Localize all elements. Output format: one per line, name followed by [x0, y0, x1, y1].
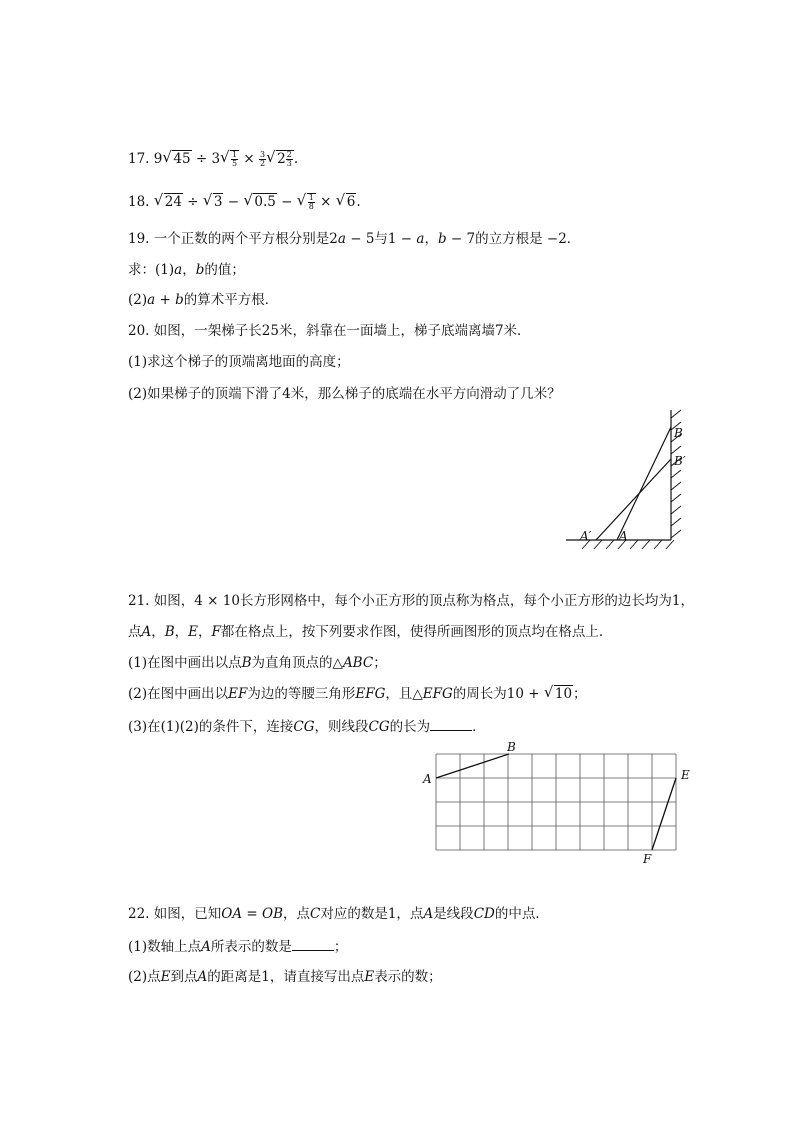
- ground-hatching: [582, 540, 674, 549]
- answer-blank[interactable]: [430, 717, 472, 731]
- question-21-line-1: 21. 如图，4 × 10长方形网格中，每个小正方形的顶点称为格点，每个小正方形的边长均为1，: [128, 593, 695, 609]
- sqrt-expression: √ 2 $\frac{2}{3}$: [267, 150, 294, 168]
- sqrt-expression: [221, 150, 239, 168]
- sqrt-expression: √ 3: [204, 193, 224, 211]
- label-b: B: [674, 426, 683, 440]
- fraction: √ $\frac{1}{8}$: [308, 193, 314, 211]
- question-20-line-1: 20. 如图，一架梯子长25米，斜靠在一面墙上，梯子底端离墙7米．: [128, 323, 531, 339]
- ladder-slid: [596, 459, 671, 540]
- label-b-prime: B′: [674, 454, 686, 468]
- label-b: B: [507, 740, 516, 754]
- question-number: 18.: [128, 194, 154, 210]
- question-18: 18. √ 24 ÷ √ 3 − √ 0.5 − √ $\frac{1}{8}$ × √ 6.: [128, 193, 361, 211]
- sqrt-expression: √ 24: [155, 193, 183, 211]
- question-number: 17.: [128, 151, 154, 167]
- sqrt-expression: √ 6: [337, 193, 357, 211]
- question-17: 17. 9√ 45 ÷ 3 √ $\frac{1}{5}$ × $\frac{3}{2}$ √ 2 $\frac{2}{3}$ .: [128, 150, 298, 168]
- question-19-line-2: 求：(1)a，b的值；: [128, 262, 245, 278]
- question-19-line-1: 19. 一个正数的两个平方根分别是2a − 5与1 − a，b − 7的立方根是 −2．: [128, 231, 581, 247]
- answer-blank[interactable]: [292, 937, 334, 951]
- question-22-line-3: (2)点E到点A的距离是1，请直接写出点E表示的数；: [128, 969, 442, 985]
- question-20-line-3: (2)如果梯子的顶端下滑了4米，那么梯子的底端在水平方向滑动了几米？: [128, 386, 561, 402]
- sqrt-expression: √ 0.5: [244, 193, 276, 211]
- label-a-prime: A′: [580, 529, 592, 543]
- segment-ab: [436, 754, 509, 778]
- segment-ef: [652, 778, 676, 850]
- label-f: F: [643, 852, 652, 866]
- wall-hatching: [671, 410, 681, 538]
- question-19-line-3: (2)a + b的算术平方根．: [128, 292, 279, 308]
- sqrt-expression: √ 45: [163, 150, 191, 168]
- label-a: A: [619, 529, 628, 543]
- question-21-line-5: (3)在(1)(2)的条件下，连接CG，则线段CG的长为 ．: [128, 719, 486, 735]
- fraction: $\frac{2}{3}$: [286, 150, 292, 168]
- question-20-line-2: (1)求这个梯子的顶端离地面的高度；: [128, 354, 350, 370]
- fraction: √ $\frac{1}{5}$: [232, 150, 238, 168]
- label-e: E: [681, 768, 690, 782]
- question-22-line-2: (1)数轴上点A所表示的数是 ；: [128, 939, 348, 955]
- fraction: $\frac{3}{2}$: [260, 150, 266, 168]
- question-21-line-3: (1)在图中画出以点B为直角顶点的△ABC；: [128, 655, 387, 671]
- question-22-line-1: 22. 如图，已知OA = OB，点C对应的数是1，点A是线段CD的中点．: [128, 906, 549, 922]
- question-21-line-2: 点A，B，E，F都在格点上，按下列要求作图，使得所画图形的顶点均在格点上．: [128, 624, 613, 640]
- ladder-original: [617, 427, 671, 540]
- question-21-line-4: (2)在图中画出以EF为边的等腰三角形EFG，且△EFG的周长为10 + √ 10；: [128, 685, 587, 703]
- sqrt-expression: [298, 193, 316, 211]
- sqrt-expression: √ 10: [545, 685, 573, 703]
- label-a: A: [423, 772, 432, 786]
